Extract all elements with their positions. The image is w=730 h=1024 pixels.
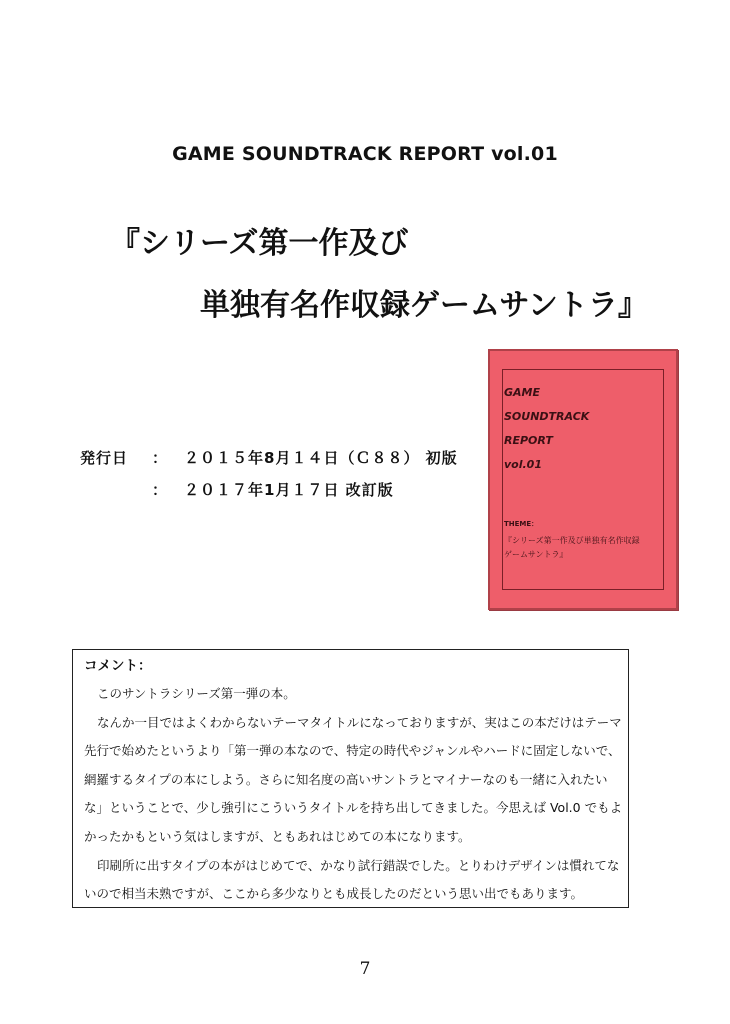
report-header: GAME SOUNDTRACK REPORT vol.01: [172, 143, 558, 165]
comment-line: 網羅するタイプの本にしよう。さらに知名度の高いサントラとマイナーなのも一緒に入れたい: [84, 771, 608, 787]
cover-title-line: vol.01: [504, 458, 542, 471]
comment-line: このサントラシリーズ第一弾の本。: [97, 686, 296, 701]
comment-line: なんか一目ではよくわからないテーマタイトルになっておりますが、実はこの本だけはテーマ: [97, 714, 622, 730]
comment-line: な」ということで、少し強引にこういうタイトルを持ち出してきました。今思えば Vol.0 でもよ: [84, 800, 623, 816]
title-line-1: 『シリーズ第一作及び: [110, 226, 409, 261]
book-cover-image: [488, 349, 678, 610]
title-line-2: 単独有名作収録ゲームサントラ』: [200, 288, 648, 323]
comment-box: [72, 649, 629, 908]
revised-edition-date: ２０１７年1月１７日 改訂版: [184, 481, 394, 499]
date-colon-1: ：: [152, 449, 169, 467]
comment-line: 印刷所に出すタイプの本がはじめてで、かなり試行錯誤でした。とりわけデザインは慣れてな: [97, 857, 620, 873]
cover-title-line: SOUNDTRACK: [504, 410, 590, 423]
comment-line: かったかもという気はしますが、ともあれはじめての本になります。: [84, 828, 471, 844]
cover-title: [504, 381, 589, 477]
comment-line: いので相当未熟ですが、ここから多少なりとも成長したのだという思い出でもあります。: [84, 886, 584, 902]
comment-line: 先行で始めたというより「第一弾の本なので、特定の時代やジャンルやハードに固定しないで、: [84, 743, 621, 759]
cover-theme-label: THEME：: [504, 520, 539, 528]
cover-theme-line: ゲームサントラ』: [504, 550, 568, 559]
cover-title-line: REPORT: [504, 434, 553, 447]
cover-theme-line: 『シリーズ第一作及び単独有名作収録: [504, 536, 640, 545]
publish-date-label: 発行日: [80, 449, 129, 467]
cover-title-line: GAME: [504, 386, 541, 399]
cover-theme: [504, 534, 654, 562]
comment-title: コメント：: [84, 658, 152, 674]
date-colon-2: ：: [152, 481, 169, 499]
comment-body: [84, 680, 622, 909]
first-edition-date: ２０１５年8月１４日（Ｃ８８） 初版: [184, 449, 458, 467]
page-number: 7: [359, 959, 371, 979]
